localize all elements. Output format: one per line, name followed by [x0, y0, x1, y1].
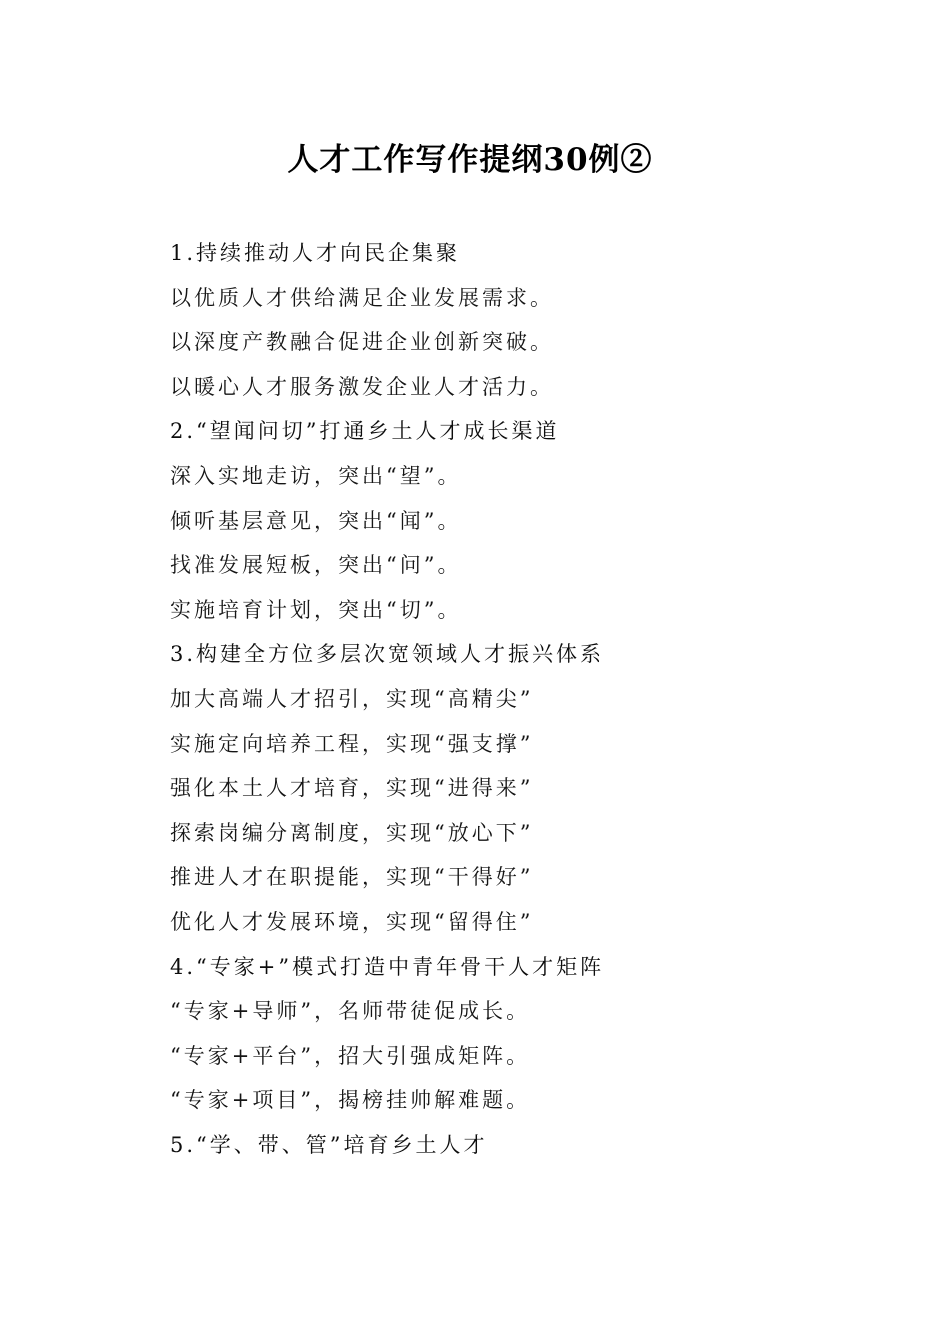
- outline-item: 强化本土人才培育，实现“进得来”: [170, 776, 534, 801]
- outline-item: 优化人才发展环境，实现“留得住”: [170, 909, 534, 934]
- outline-item: 找准发展短板，突出“问”。: [170, 553, 462, 578]
- outline-item: 实施培育计划，突出“切”。: [170, 597, 462, 622]
- outline-item: 以优质人才供给满足企业发展需求。: [170, 285, 554, 310]
- outline-item: 实施定向培养工程，实现“强支撑”: [170, 731, 534, 756]
- outline-item: 以暖心人才服务激发企业人才活力。: [170, 374, 554, 399]
- outline-item: “专家+导师”，名师带徒促成长。: [170, 999, 531, 1024]
- outline-item: 以深度产教融合促进企业创新突破。: [170, 330, 554, 355]
- outline-item: 深入实地走访，突出“望”。: [170, 463, 462, 488]
- outline-item: “专家+项目”，揭榜挂帅解难题。: [170, 1088, 531, 1113]
- outline-heading-1: 1.持续推动人才向民企集聚: [170, 241, 461, 265]
- outline-item: 倾听基层意见，突出“闻”。: [170, 508, 462, 533]
- document-title: 人才工作写作提纲30例②: [287, 142, 653, 178]
- outline-item: “专家+平台”，招大引强成矩阵。: [170, 1043, 531, 1068]
- outline-item: 推进人才在职提能，实现“干得好”: [170, 865, 534, 890]
- outline-body: [170, 233, 870, 1169]
- outline-heading-3: 3.构建全方位多层次宽领域人才振兴体系: [170, 642, 605, 667]
- outline-heading-4: 4.“专家+”模式打造中青年骨干人才矩阵: [170, 954, 605, 979]
- outline-heading-2: 2.“望闻问切”打通乡土人才成长渠道: [170, 419, 560, 444]
- outline-item: 加大高端人才招引，实现“高精尖”: [170, 686, 534, 711]
- outline-item: 探索岗编分离制度，实现“放心下”: [170, 820, 534, 845]
- outline-heading-5: 5.“学、带、管”培育乡土人才: [170, 1132, 488, 1157]
